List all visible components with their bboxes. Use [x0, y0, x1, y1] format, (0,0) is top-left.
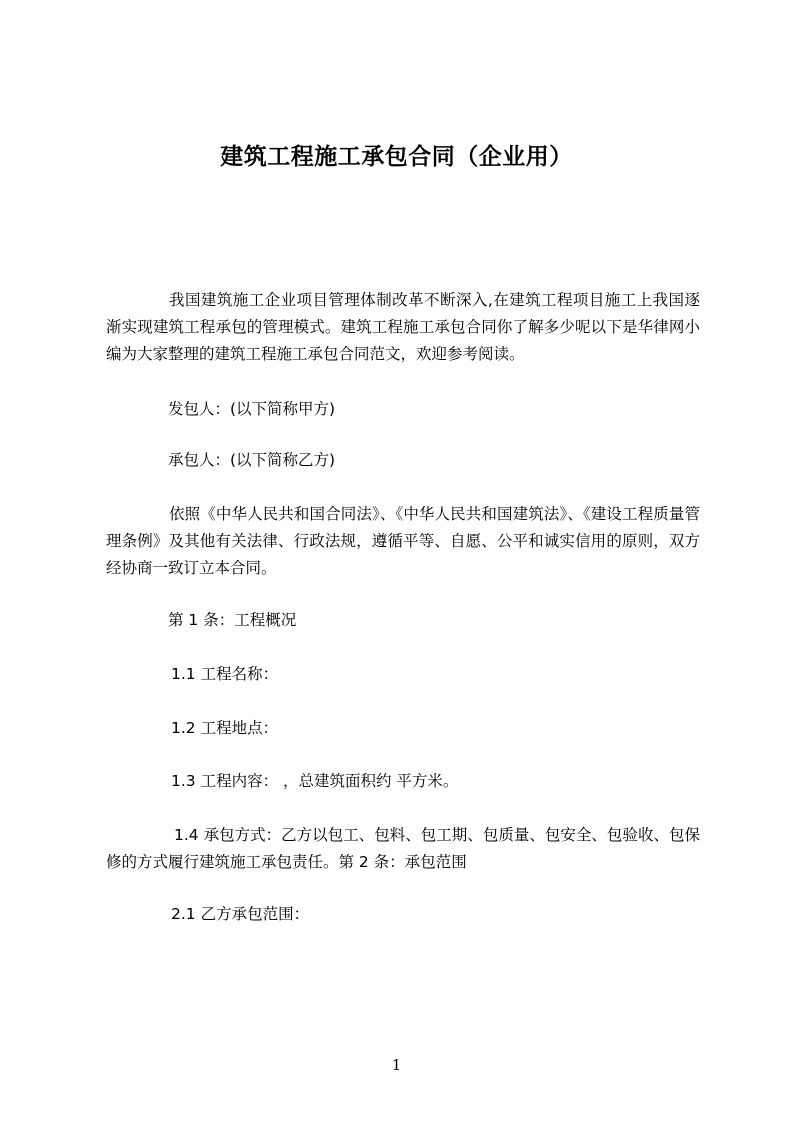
document-title: 建筑工程施工承包合同（企业用） — [220, 144, 573, 170]
intro-paragraph: 我国建筑施工企业项目管理体制改革不断深入,在建筑工程项目施工上我国逐渐实现建筑工程承包的管理模式。建筑工程施工承包合同你了解多少呢以下是华律网小编为大家整理的建筑工程施工承包合同范文，欢迎参考阅读。 — [106, 291, 700, 363]
employer-line: 发包人：(以下简称甲方) — [168, 400, 336, 418]
page-number: 1 — [391, 1056, 402, 1074]
article-1-heading: 第 1 条：工程概况 — [168, 611, 297, 629]
item-1-4: 1.4 承包方式：乙方以包工、包料、包工期、包质量、包安全、包验收、包保修的方式履行建筑施工承包责任。第 2 条：承包范围 — [106, 826, 700, 871]
item-1-3: 1.3 工程内容： ，总建筑面积约 平方米。 — [171, 772, 459, 790]
legal-basis-paragraph: 依照《中华人民共和国合同法》、《中华人民共和国建筑法》、《建设工程质量管理条例》及其他有关法律、行政法规，遵循平等、自愿、公平和诚实信用的原则，双方经协商一致订立本合同。 — [106, 505, 700, 577]
item-1-1: 1.1 工程名称： — [171, 665, 279, 683]
item-1-2: 1.2 工程地点： — [171, 719, 279, 737]
contractor-line: 承包人：(以下简称乙方) — [168, 451, 336, 469]
item-2-1: 2.1 乙方承包范围： — [171, 905, 310, 923]
